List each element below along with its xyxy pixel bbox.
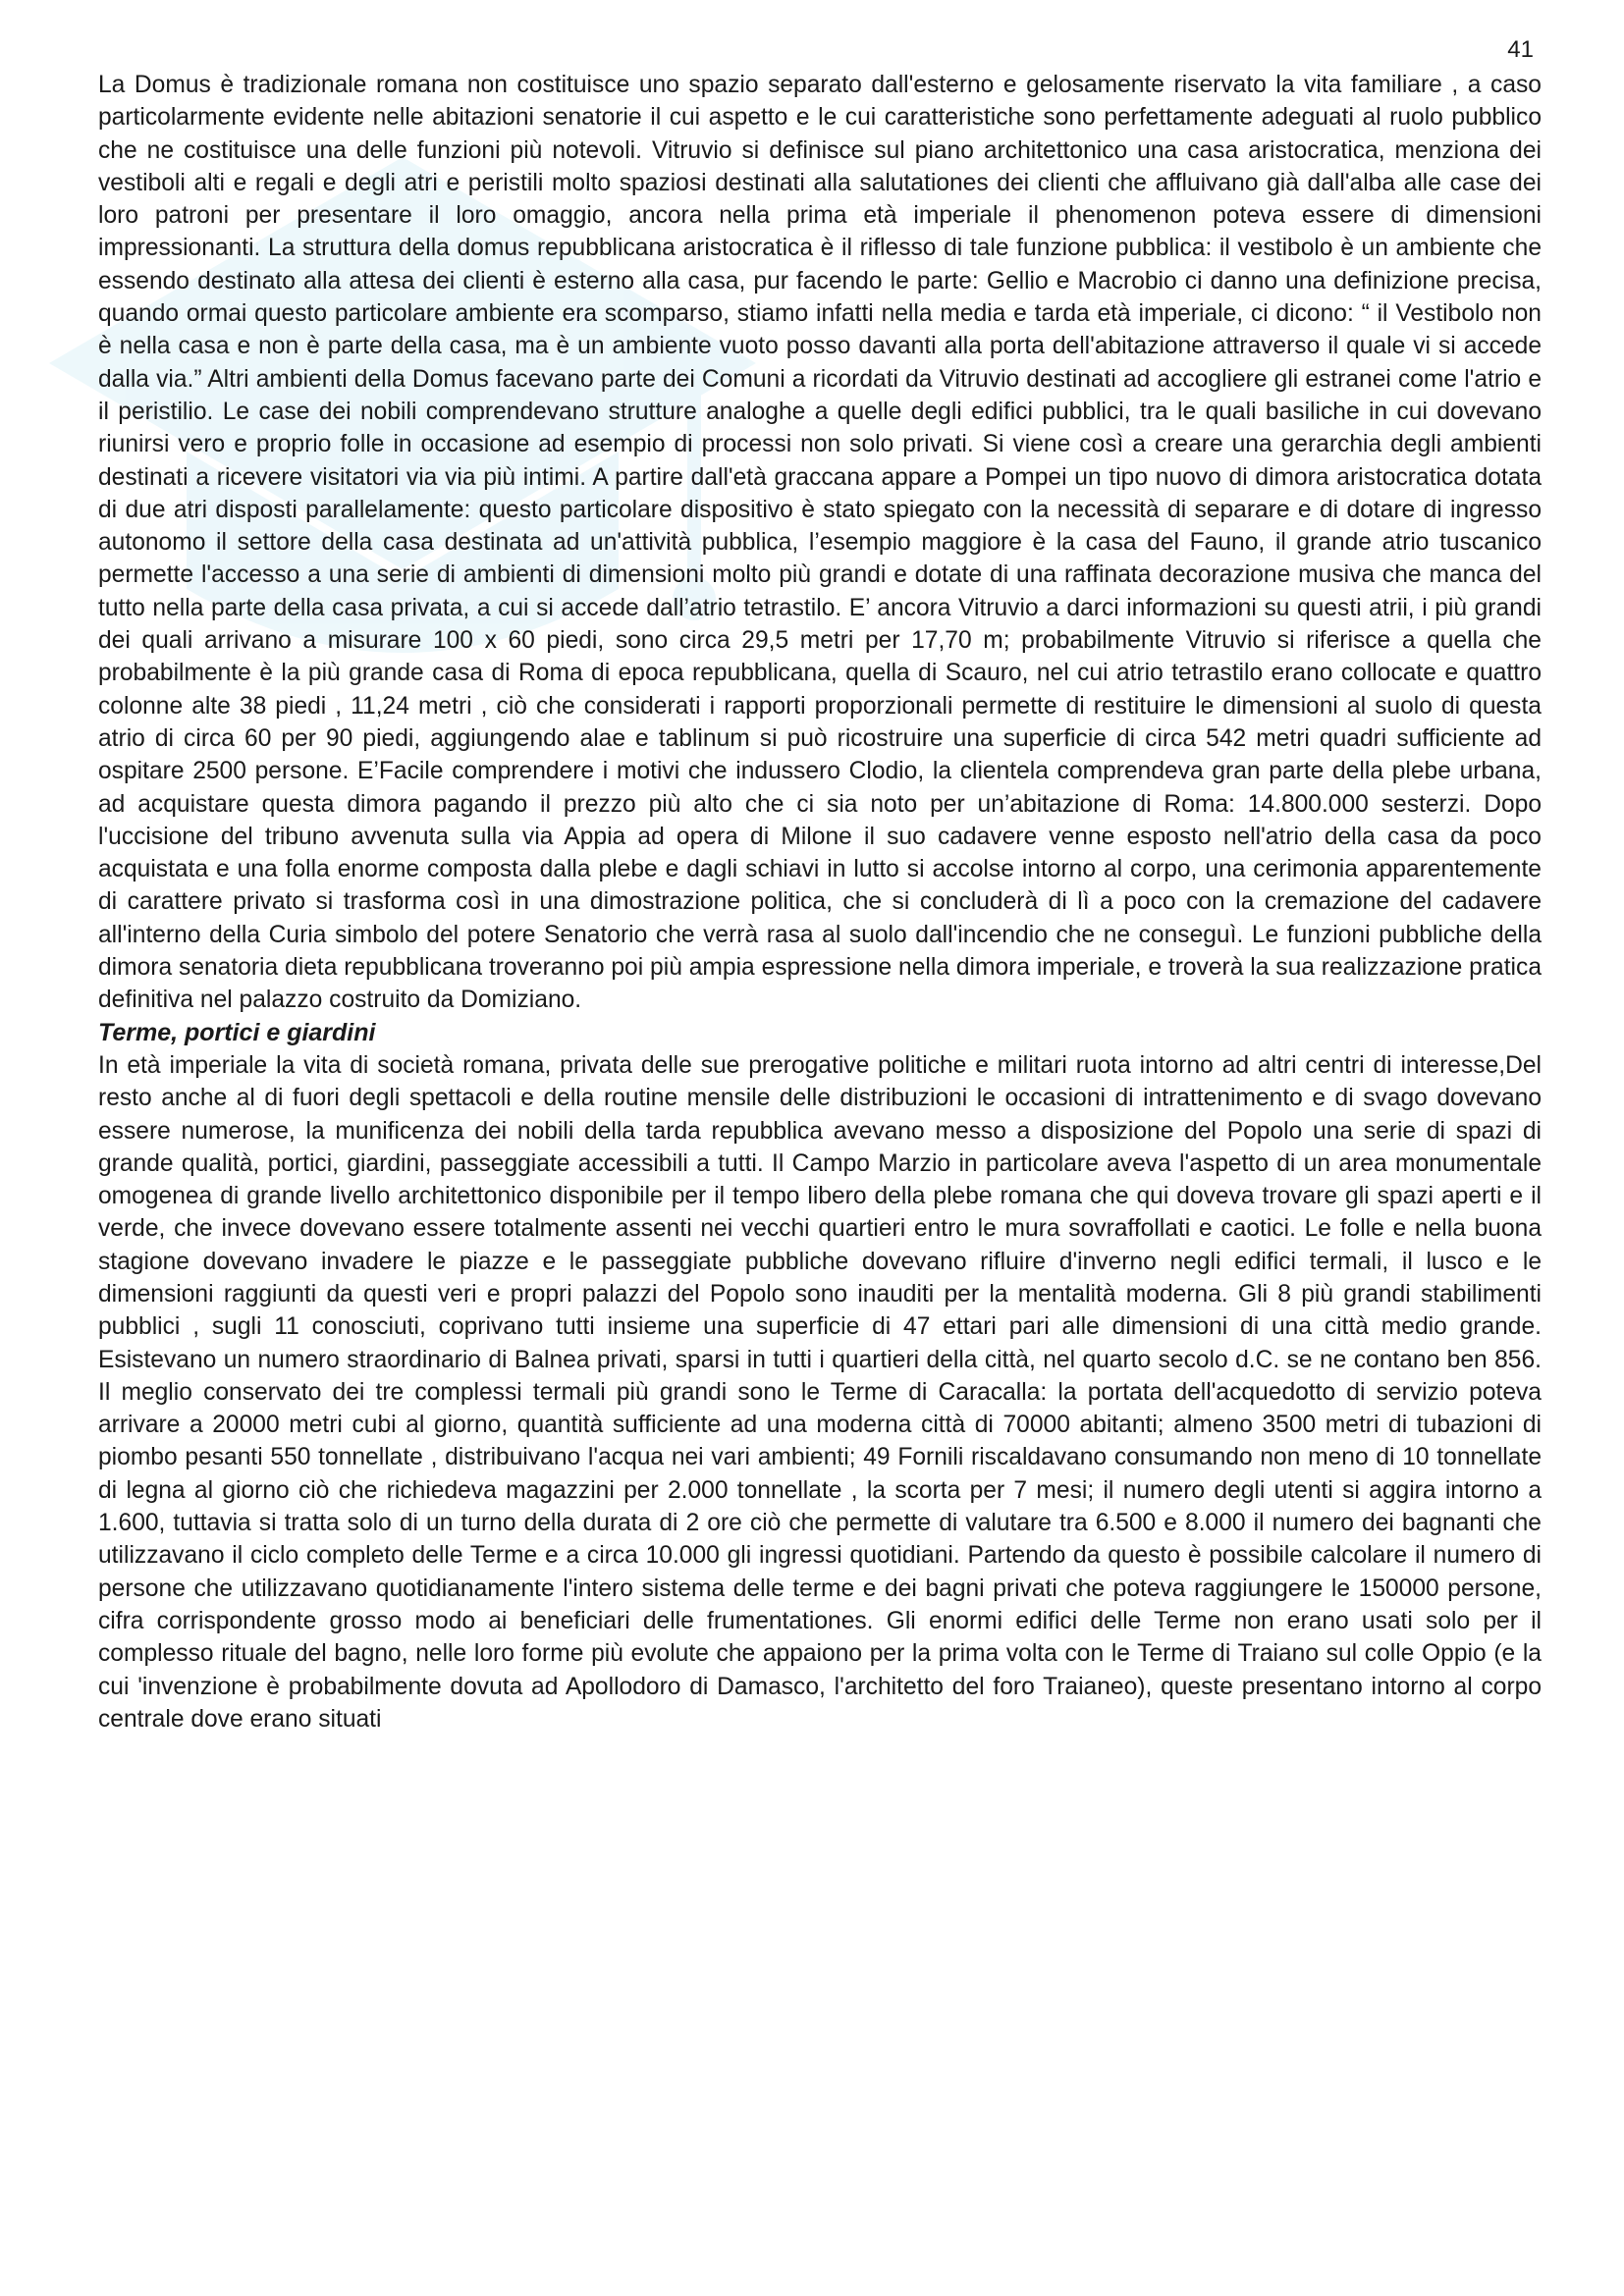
page-number: 41 — [1507, 36, 1534, 63]
paragraph-terme: In età imperiale la vita di società romana, privata delle sue prerogative politiche e militari ruota intorno ad altri centri di interesse,Del resto anche al di fuori degli spettacoli e della routine mensile delle distribuzioni le occasioni di intrattenimento e di svago dovevano essere numerose, la munificenza dei nobili della tarda repubblica avevano messo a disposizione del Popolo una serie di spazi di grande qualità, portici, giardini, passeggiate accessibili a tutti. Il Campo Marzio in particolare aveva l'aspetto di un area monumentale omogenea di grande livello architettonico disponibile per il tempo libero della plebe romana che qui doveva trovare gli spazi aperti e il verde, che invece dovevano essere totalmente assenti nei vecchi quartieri entro le mura sovraffollati e caotici. Le folle e nella buona stagione dovevano invadere le piazze e le passeggiate pubbliche dovevano rifluire d'inverno negli edifici termali, il lusco e le dimensioni raggiunti da questi veri e propri palazzi del Popolo sono inauditi per la mentalità moderna. Gli 8 più grandi stabilimenti pubblici , sugli 11 conosciuti, coprivano tutti insieme una superficie di 47 ettari pari alle dimensioni di una città medio grande. Esistevano un numero straordinario di Balnea privati, sparsi in tutti i quartieri della città, nel quarto secolo d.C. se ne contano ben 856. Il meglio conservato dei tre complessi termali più grandi sono le Terme di Caracalla: la portata dell'acquedotto di servizio poteva arrivare a 20000 metri cubi al giorno, quantità sufficiente ad una moderna città di 70000 abitanti; almeno 3500 metri di tubazioni di piombo pesanti 550 tonnellate , distribuivano l'acqua nei vari ambienti; 49 Fornili riscaldavano consumando non meno di 10 tonnellate di legna al giorno ciò che richiedeva magazzini per 2.000 tonnellate , la scorta per 7 mesi; il numero degli utenti si aggira intorno a 1.600, tuttavia si tratta solo di un turno della durata di 2 ore ciò che permette di valutare tra 6.500 e 8.000 il numero dei bagnanti che utilizzavano il ciclo completo delle Terme e a circa 10.000 gli ingressi quotidiani. Partendo da questo è possibile calcolare il numero di persone che utilizzavano quotidianamente l'intero sistema delle terme e dei bagni privati che poteva raggiungere le 150000 persone, cifra corrispondente grosso modo ai beneficiari delle frumentationes. Gli enormi edifici delle Terme non erano usati solo per il complesso rituale del bagno, nelle loro forme più evolute che appaiono per la prima volta con le Terme di Traiano sul colle Oppio (e la cui 'invenzione è probabilmente dovuta ad Apollodoro di Damasco, l'architetto del foro Traianeo), queste presentano intorno al corpo centrale dove erano situati — [98, 1051, 1542, 1733]
paragraph-domus: La Domus è tradizionale romana non costituisce uno spazio separato dall'esterno e gelosamente riservato la vita familiare , a caso particolarmente evidente nelle abitazioni senatorie il cui aspetto e le cui caratteristiche sono perfettamente adeguati al ruolo pubblico che ne costituisce una delle funzioni più notevoli. Vitruvio si definisce sul piano architettonico una casa aristocratica, menziona dei vestiboli alti e regali e degli atri e peristili molto spaziosi destinati alla salutationes dei clienti che affluivano già dall'alba alle case dei loro patroni per presentare il loro omaggio, ancora nella prima età imperiale il phenomenon poteva essere di dimensioni impressionanti. La struttura della domus repubblicana aristocratica è il riflesso di tale funzione pubblica: il vestibolo è un ambiente che essendo destinato alla attesa dei clienti è esterno alla casa, pur facendo le parte: Gellio e Macrobio ci danno una definizione precisa, quando ormai questo particolare ambiente era scomparso, stiamo infatti nella media e tarda età imperiale, ci dicono: “ il Vestibolo non è nella casa e non è parte della casa, ma è un ambiente vuoto posso davanti alla porta dell'abitazione attraverso il quale vi si accede dalla via.” Altri ambienti della Domus facevano parte dei Comuni a ricordati da Vitruvio destinati ad accogliere gli estranei come l'atrio e il peristilio. Le case dei nobili comprendevano strutture analoghe a quelle degli edifici pubblici, tra le quali basiliche in cui dovevano riunirsi vero e proprio folle in occasione ad esempio di processi non solo privati. Si viene così a creare una gerarchia degli ambienti destinati a ricevere visitatori via via più intimi. A partire dall'età graccana appare a Pompei un tipo nuovo di dimora aristocratica dotata di due atri disposti parallelamente: questo particolare dispositivo è stato spiegato con la necessità di separare e di dotare di ingresso autonomo il settore della casa destinata ad un'attività pubblica, l’esempio maggiore è la casa del Fauno, il grande atrio tuscanico permette l'accesso a una serie di ambienti di dimensioni molto più grandi e dotate di una raffinata decorazione musiva che manca del tutto nella parte della casa privata, a cui si accede dall’atrio tetrastilo. E’ ancora Vitruvio a darci informazioni su questi atrii, i più grandi dei quali arrivano a misurare 100 x 60 piedi, sono circa 29,5 metri per 17,70 m; probabilmente Vitruvio si riferisce a quella che probabilmente è la più grande casa di Roma di epoca repubblicana, quella di Scauro, nel cui atrio tetrastilo erano collocate e quattro colonne alte 38 piedi , 11,24 metri , ciò che considerati i rapporti proporzionali permette di restituire le dimensioni al suolo di questa atrio di circa 60 per 90 piedi, aggiungendo alae e tablinum si può ricostruire una superficie di circa 542 metri quadri sufficiente ad ospitare 2500 persone. E’Facile comprendere i motivi che indussero Clodio, la clientela comprendeva gran parte della plebe urbana, ad acquistare questa dimora pagando il prezzo più alto che ci sia noto per un’abitazione di Roma: 14.800.000 sesterzi. Dopo l'uccisione del tribuno avvenuta sulla via Appia ad opera di Milone il suo cadavere venne esposto nell'atrio della casa da poco acquistata e una folla enorme composta dalla plebe e dagli schiavi in lutto si accolse intorno al corpo, una cerimonia apparentemente di carattere privato si trasforma così in una dimostrazione politica, che si concluderà di lì a poco con la cremazione del cadavere all'interno della Curia simbolo del potere Senatorio che verrà rasa al suolo dall'incendio che ne conseguì. Le funzioni pubbliche della dimora senatoria dieta repubblicana troveranno poi più ampia espressione nella dimora imperiale, e troverà la sua realizzazione pratica definitiva nel palazzo costruito da Domiziano. — [98, 72, 1542, 1014]
section-heading: Terme, portici e giardini — [98, 1018, 376, 1046]
document-body — [98, 69, 1542, 1735]
